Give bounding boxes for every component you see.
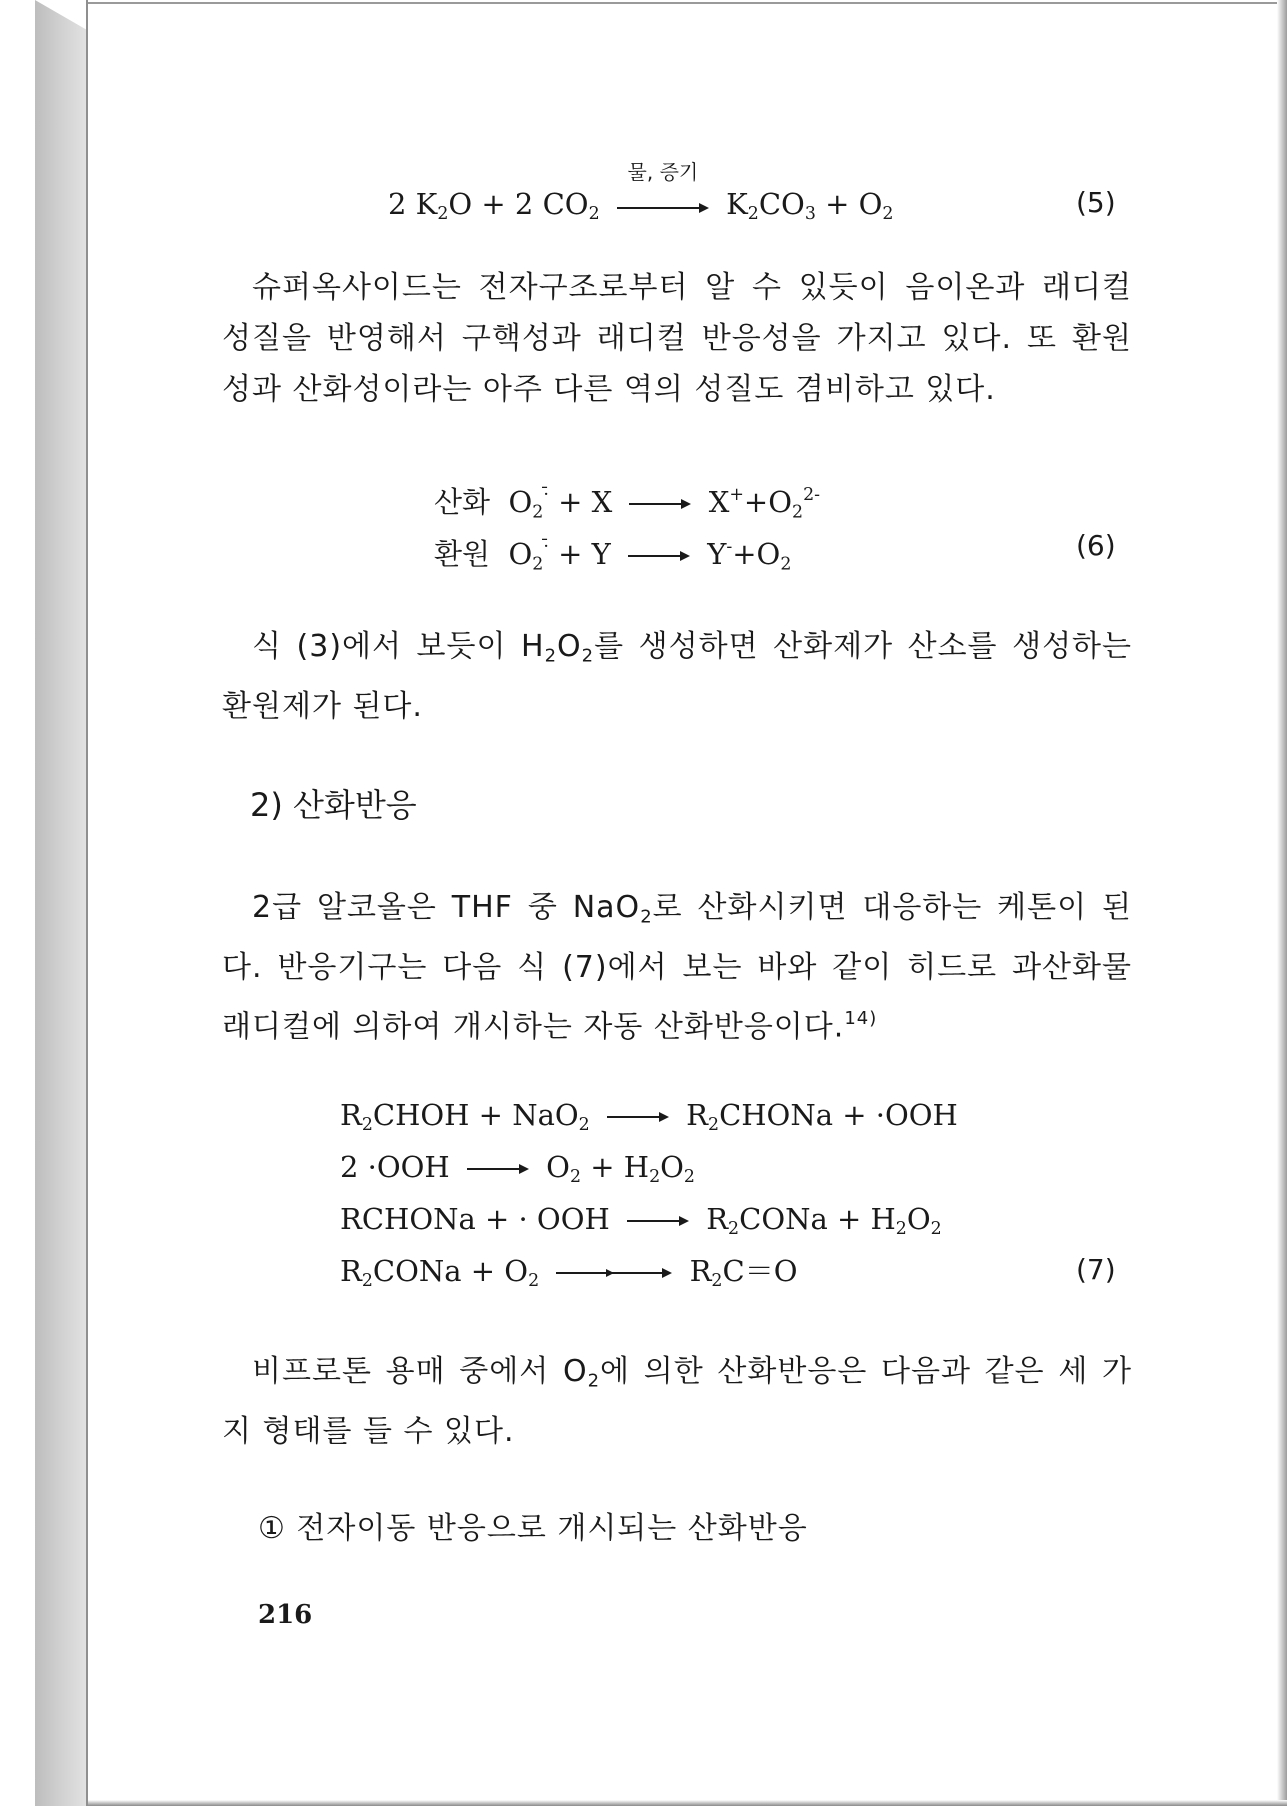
text-line: 성질을 반영해서 구핵성과 래디컬 반응성을 가지고 있다. 또 환원: [222, 321, 1132, 356]
text-line: 2급 알코올은 THF 중 NaO$_2$로 산화시키면 대응하는 케톤이 된: [252, 890, 1132, 928]
reaction-arrow: [556, 1266, 672, 1280]
arrow-condition-label: 물, 증기: [627, 160, 699, 184]
text-line: 슈퍼옥사이드는 전자구조로부터 알 수 있듯이 음이온과 래디컬: [252, 270, 1132, 305]
reaction-arrow: [628, 549, 690, 563]
text-line: 성과 산화성이라는 아주 다른 역의 성질도 겸비하고 있다.: [222, 372, 996, 407]
text-line: 식 (3)에서 보듯이 $H_2O_2$를 생성하면 산화제가 산소를 생성하는: [252, 629, 1133, 667]
paragraph-superoxide: [222, 262, 1132, 415]
equation-number-5: (5): [1076, 186, 1116, 219]
equation-number-7: (7): [1076, 1253, 1116, 1286]
equation-7-step3: RCHONa + · OOH $R_2CONa + H_2O_2$: [340, 1202, 942, 1240]
paragraph-h2o2: [222, 621, 1132, 732]
reaction-arrow: [607, 1110, 669, 1124]
equation-7-step1: $R_2CHOH + NaO_2$ $R_2CHONa + \cdot OOH$: [340, 1098, 958, 1136]
equation-number-6: (6): [1076, 529, 1116, 562]
reaction-arrow: [627, 1214, 689, 1228]
section-heading: 2) 산화반응: [250, 786, 417, 824]
text-line: 다. 반응기구는 다음 식 (7)에서 보는 바와 같이 히드로 과산화물: [222, 950, 1132, 986]
equation-5: 2 $K_2O + 2$ $CO_2$ 물, 증기 $K_2CO_3 + O_2$: [388, 184, 893, 234]
text-line: 래디컬에 의하여 개시하는 자동 산화반응이다.$^{14)}$: [222, 1008, 878, 1045]
footnote-reference: 14): [844, 1008, 878, 1030]
equation-6-oxidation: 산화 $O_2^{\cdot̄} + X$ $X^++O_2^{2-}$: [434, 485, 821, 523]
page-number: 216: [258, 1600, 313, 1630]
paragraph-alcohol-oxidation: [222, 882, 1132, 1053]
equation-7-step2: 2 ·OOH $O_2 + H_2O_2$: [340, 1150, 695, 1188]
paragraph-aprotic-oxidation: [222, 1346, 1132, 1457]
reaction-arrow: [629, 497, 691, 511]
reaction-arrow: [467, 1162, 529, 1176]
equation-6-reduction: 환원 $O_2^{\cdot̄} + Y$ $Y^-+O_2$: [434, 537, 792, 575]
equation-7-step4: $R_2CONa + O_2$ $R_2C=O$: [340, 1254, 798, 1292]
list-item-electron-transfer: ① 전자이동 반응으로 개시되는 산화반응: [258, 1511, 808, 1546]
text-line: 비프로톤 용매 중에서 $O_2$에 의한 산화반응은 다음과 같은 세 가: [252, 1354, 1132, 1392]
text-line: 환원제가 된다.: [222, 689, 423, 725]
text-line: 지 형태를 들 수 있다.: [222, 1414, 515, 1450]
reaction-arrow: [609, 160, 717, 226]
